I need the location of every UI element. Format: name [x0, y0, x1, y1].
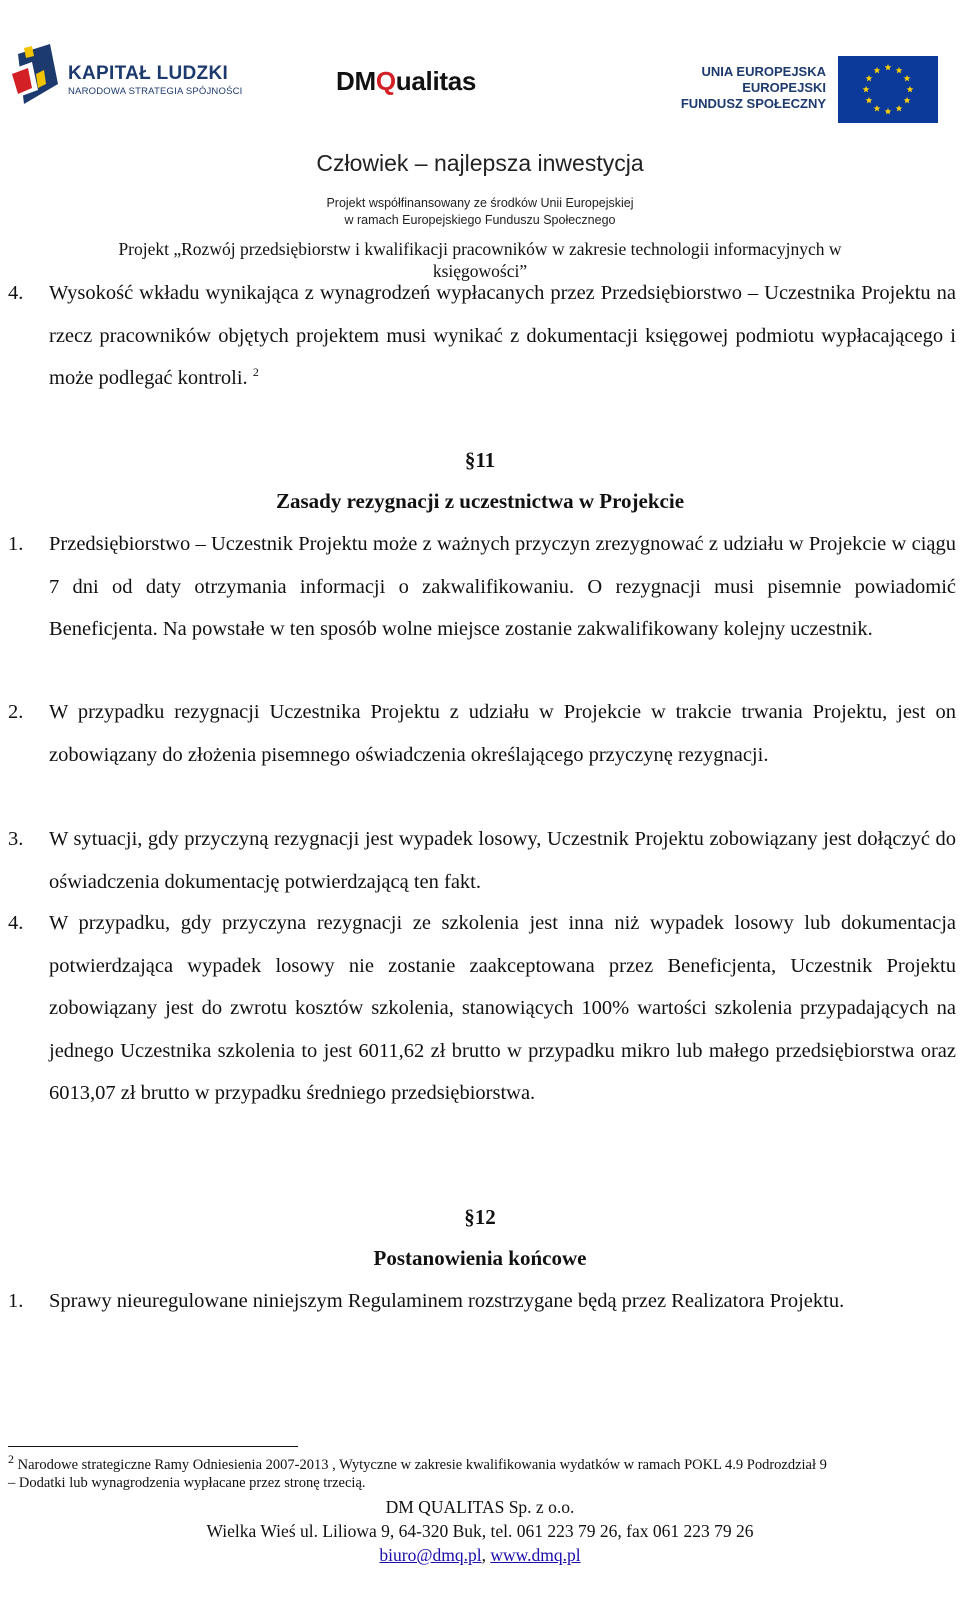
list-item	[8, 272, 960, 400]
item-text: W przypadku rezygnacji Uczestnika Projektu z udziału w Projekcie w trakcie trwania Projektu, jest on zobowiązany do złożenia pisemnego oświadczenia określającego przyczynę rezygnacji.	[49, 701, 956, 766]
cofinancing-line-1: Projekt współfinansowany ze środków Unii Europejskiej	[326, 196, 634, 210]
list-item	[8, 523, 960, 651]
list-item	[8, 1280, 960, 1323]
footer-company: DM QUALITAS Sp. z o.o.	[385, 1497, 575, 1517]
item-text: W przypadku, gdy przyczyna rezygnacji ze szkolenia jest inna niż wypadek losowy lub dokumentacja potwierdzająca wypadek losowy nie zostanie zaakceptowana przez Beneficjenta, Uczestnik Projektu zobowiązany jest do zwrotu kosztów szkolenia, stanowiących 100% wartości szkolenia przypadających na jednego Uczestnika szkolenia to jest 6011,62 zł brutto w przypadku mikro lub małego przedsiębiorstwa oraz 6013,07 zł brutto w przypadku średniego przedsiębiorstwa.	[49, 912, 956, 1104]
project-title-line-1: Projekt „Rozwój przedsiębiorstw i kwalifikacji pracowników w zakresie technologii informacyjnych w	[118, 239, 842, 259]
eu-text-line2: EUROPEJSKI	[742, 80, 826, 95]
item-number: 4.	[8, 282, 24, 304]
item-number: 3.	[8, 828, 24, 850]
kapital-ludzki-emblem-icon	[10, 44, 68, 114]
item-number: 4.	[8, 912, 24, 934]
list-item	[8, 818, 960, 903]
cofinancing-line-2: w ramach Europejskiego Funduszu Społecznego	[344, 213, 616, 227]
dm-qualitas-logo	[336, 66, 476, 97]
section-12-title: Postanowienia końcowe	[373, 1246, 587, 1270]
list-item	[8, 691, 960, 776]
item-text: Sprawy nieuregulowane niniejszym Regulaminem rozstrzygane będą przez Realizatora Projektu.	[49, 1290, 845, 1312]
footnote-mark: 2	[8, 1452, 14, 1467]
footer-separator: ,	[481, 1545, 491, 1565]
email-link[interactable]: biuro@dmq.pl	[379, 1545, 482, 1565]
footnote-ref: 2	[252, 365, 259, 380]
website-link[interactable]: www.dmq.pl	[490, 1545, 581, 1565]
list-item	[8, 902, 960, 1115]
footnote-separator	[8, 1446, 298, 1447]
kapital-ludzki-title: KAPITAŁ LUDZKI	[68, 63, 229, 84]
dmq-logo-part-dm: DM	[336, 66, 376, 96]
eu-fund-text	[640, 64, 826, 112]
footnote-text-1: Narodowe strategiczne Ramy Odniesienia 2007-2013 , Wytyczne w zakresie kwalifikowania wydatków w ramach POKL 4.9 Podrozdział 9	[17, 1457, 827, 1473]
item-number: 1.	[8, 1290, 24, 1312]
item-text: Przedsiębiorstwo – Uczestnik Projektu może z ważnych przyczyn zrezygnować z udziału w Projekcie w ciągu 7 dni od daty otrzymania informacji o zakwalifikowaniu. O rezygnacji musi pisemnie powiadomić Beneficjenta. Na powstałe w ten sposób wolne miejsce zostanie zakwalifikowany kolejny uczestnik.	[49, 533, 956, 640]
kapital-ludzki-subtitle: NARODOWA STRATEGIA SPÓJNOŚCI	[68, 86, 243, 97]
item-text: W sytuacji, gdy przyczyną rezygnacji jest wypadek losowy, Uczestnik Projektu zobowiązany jest dołączyć do oświadczenia dokumentację potwierdzającą ten fakt.	[49, 828, 956, 893]
item-text-body: Wysokość wkładu wynikająca z wynagrodzeń wypłacanych przez Przedsiębiorstwo – Uczestnika Projektu na rzecz pracowników objętych projektem musi wynikać z dokumentacji księgowej podmiotu wypłacającego i może podlegać kontroli.	[49, 282, 956, 389]
footnote-line-2: – Dodatki lub wynagrodzenia wypłacane przez stronę trzecią.	[8, 1475, 366, 1491]
footnote	[8, 1452, 938, 1492]
slogan: Człowiek – najlepsza inwestycja	[316, 150, 644, 176]
eu-text-line3: FUNDUSZ SPOŁECZNY	[680, 96, 826, 111]
item-number: 2.	[8, 701, 24, 723]
item-number: 1.	[8, 533, 24, 555]
section-12-number: §12	[464, 1205, 496, 1229]
dmq-logo-part-ualitas: ualitas	[395, 66, 477, 96]
eu-flag-icon	[838, 56, 938, 123]
item-text	[49, 272, 956, 400]
footer-contacts	[0, 1545, 960, 1566]
section-11-number: §11	[464, 448, 496, 472]
dmq-logo-part-q: Q	[375, 66, 396, 96]
section-11-title: Zasady rezygnacji z uczestnictwa w Projekcie	[275, 489, 685, 513]
project-title-line-2: księgowości”	[432, 261, 528, 281]
footnote-line-1	[8, 1452, 938, 1474]
footer-address: Wielka Wieś ul. Liliowa 9, 64-320 Buk, tel. 061 223 79 26, fax 061 223 79 26	[206, 1521, 754, 1541]
eu-text-line1: UNIA EUROPEJSKA	[701, 64, 826, 79]
